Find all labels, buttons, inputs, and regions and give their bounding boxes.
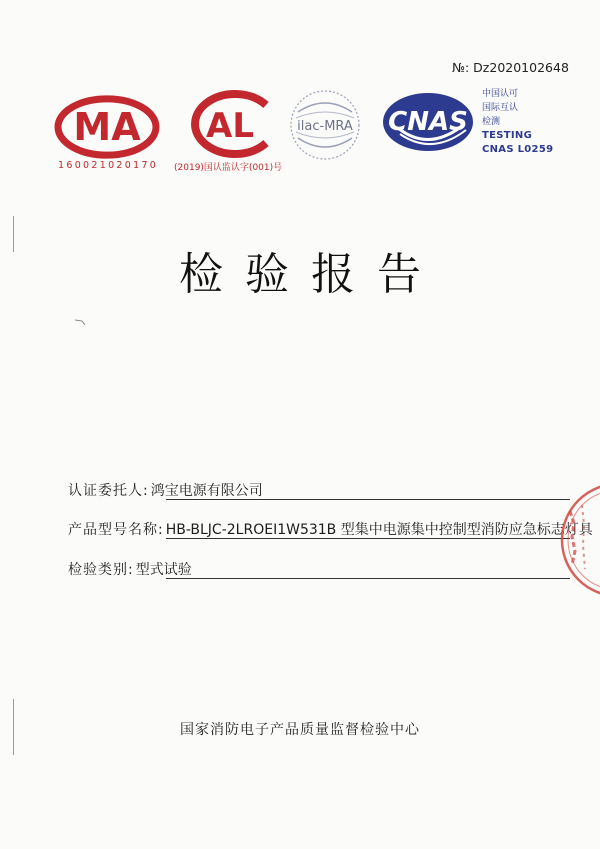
report-title: 检验报告 (179, 249, 443, 300)
cnas-en-line1: TESTING (482, 130, 533, 141)
cnas-logo (378, 90, 478, 154)
category-underline (166, 578, 570, 579)
cal-code: (2019)国认监认字(001)号 (174, 163, 283, 173)
product-underline (166, 538, 570, 539)
cnas-cn-line1: 中国认可 (482, 89, 519, 99)
product-value: HB-BLJC-2LROEⅠ1W531B 型集中电源集中控制型消防应急标志灯具 (165, 522, 593, 538)
issuing-organization: 国家消防电子产品质量监督检验中心 (180, 722, 420, 738)
category-label: 检验类别: (68, 562, 134, 578)
cnas-accreditation-text (482, 87, 553, 157)
cma-code: 160021020170 (58, 160, 159, 171)
cnas-logo-text: CNAS (388, 107, 468, 137)
product-field (68, 519, 593, 539)
client-underline (166, 499, 570, 500)
ilac-logo-text: ilac-MRA (297, 119, 353, 134)
product-label: 产品型号名称: (68, 522, 164, 538)
cnas-cn-line2: 国际互认 (482, 103, 519, 113)
scan-margin-mark (13, 216, 14, 252)
cma-logo-text: MA (73, 105, 141, 149)
cal-logo (178, 89, 278, 171)
client-label: 认证委托人: (68, 483, 149, 499)
client-field (68, 480, 263, 500)
report-number: №: Dz2020102648 (452, 60, 569, 75)
ilac-mra-logo (286, 88, 364, 162)
official-seal (556, 465, 600, 615)
category-value: 型式试验 (135, 562, 192, 578)
category-field (68, 559, 192, 579)
cnas-en-line2: CNAS L0259 (482, 144, 554, 155)
scan-margin-mark (13, 699, 14, 755)
cnas-cn-line3: 检测 (482, 117, 501, 127)
paper-speck-mark (74, 318, 86, 326)
client-value: 鸿宝电源有限公司 (150, 483, 263, 499)
cal-logo-text: AL (206, 106, 254, 146)
